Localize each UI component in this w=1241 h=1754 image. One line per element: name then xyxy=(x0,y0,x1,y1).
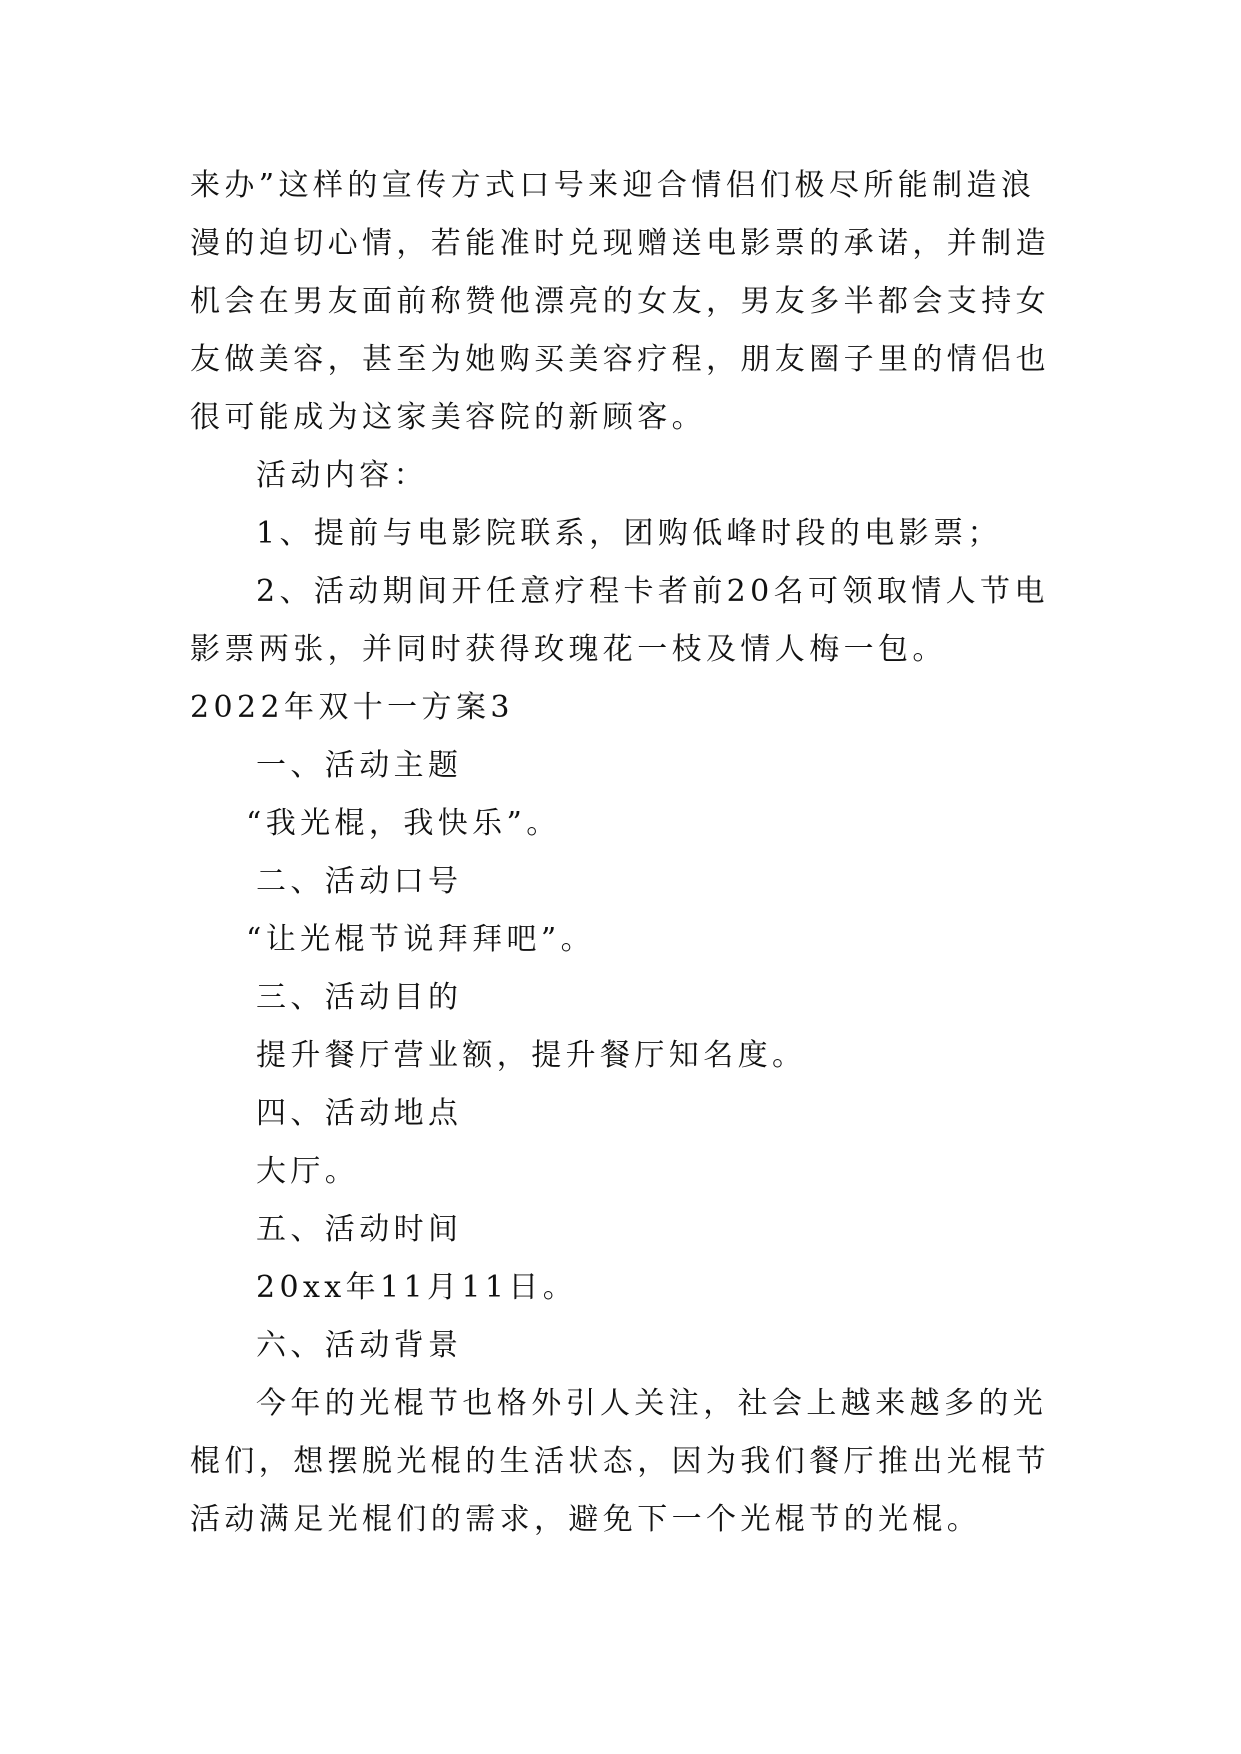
heading-activity-time: 五、活动时间 xyxy=(256,1212,463,1247)
value-activity-purpose: 提升餐厅营业额，提升餐厅知名度。 xyxy=(256,1038,807,1073)
value-activity-slogan: “让光棍节说拜拜吧”。 xyxy=(246,922,596,957)
heading-activity-background: 六、活动背景 xyxy=(256,1328,463,1363)
heading-activity-location: 四、活动地点 xyxy=(256,1096,463,1131)
value-activity-background: 今年的光棍节也格外引人关注，社会上越来越多的光棍们，想摆脱光棍的生活状态，因为我们餐厅推出光棍节活动满足光棍们的需求，避免下一个光棍节的光棍。 xyxy=(190,1386,1050,1537)
value-activity-time: 20xx年11月11日。 xyxy=(256,1270,578,1305)
body-text xyxy=(190,157,1052,1549)
paragraph-activity-content-heading: 活动内容： xyxy=(256,458,428,493)
heading-activity-theme: 一、活动主题 xyxy=(256,748,463,783)
paragraph-item-1: 1、提前与电影院联系，团购低峰时段的电影票； xyxy=(256,516,1002,551)
paragraph-continuation: 来办”这样的宣传方式口号来迎合情侣们极尽所能制造浪漫的迫切心情，若能准时兑现赠送电影票的承诺，并制造机会在男友面前称赞他漂亮的女友，男友多半都会支持女友做美容，甚至为她购买美容疗程，朋友圈子里的情侣也很可能成为这家美容院的新顾客。 xyxy=(190,168,1050,435)
value-activity-theme: “我光棍，我快乐”。 xyxy=(246,806,561,841)
value-activity-location: 大厅。 xyxy=(256,1154,360,1189)
paragraph-item-2: 2、活动期间开任意疗程卡者前20名可领取情人节电影票两张，并同时获得玫瑰花一枝及情人梅一包。 xyxy=(190,574,1049,667)
heading-activity-slogan: 二、活动口号 xyxy=(256,864,463,899)
heading-activity-purpose: 三、活动目的 xyxy=(256,980,463,1015)
section-title: 2022年双十一方案3 xyxy=(190,690,514,725)
